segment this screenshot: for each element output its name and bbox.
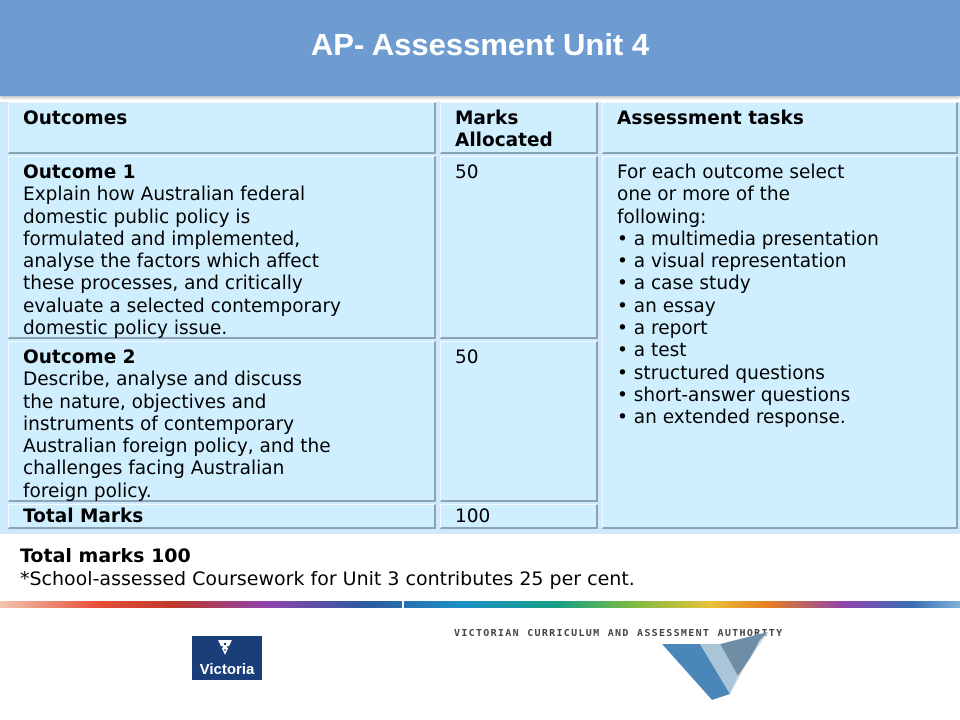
outcome2-line: foreign policy. xyxy=(23,480,152,502)
outcome1-line: Explain how Australian federal xyxy=(23,184,306,206)
divider-gap xyxy=(402,598,404,610)
outcome1-line: these processes, and critically xyxy=(23,273,303,295)
outcome1-cell xyxy=(8,156,436,339)
outcome1-marks-cell xyxy=(440,156,598,339)
rainbow-divider xyxy=(0,601,960,608)
outcome2-title: Outcome 2 xyxy=(23,347,136,368)
tasks-intro-line: following: xyxy=(617,206,707,228)
outcome2-cell xyxy=(8,341,436,502)
task-item: • a multimedia presentation xyxy=(617,228,879,250)
header-marks-line2: Allocated xyxy=(455,130,553,152)
task-item: • a visual representation xyxy=(617,251,847,273)
victoria-logo xyxy=(192,636,262,680)
tasks-cell xyxy=(602,156,958,529)
header-marks-line1: Marks xyxy=(455,108,519,129)
vcaa-name: VICTORIAN CURRICULUM AND ASSESSMENT AUTHORITY xyxy=(454,628,784,639)
tasks-intro-line: one or more of the xyxy=(617,184,790,206)
outcome1-line: domestic policy issue. xyxy=(23,318,228,340)
header-outcomes xyxy=(8,102,436,154)
header-outcomes-label: Outcomes xyxy=(23,108,128,129)
outcome2-marks: 50 xyxy=(455,347,479,368)
task-item: • a test xyxy=(617,340,687,362)
footnote-note: *School-assessed Coursework for Unit 3 contributes 25 per cent. xyxy=(20,568,635,590)
outcome1-line: evaluate a selected contemporary xyxy=(23,295,342,317)
outcome2-line: Australian foreign policy, and the xyxy=(23,436,331,458)
task-item: • structured questions xyxy=(617,362,825,384)
footnote xyxy=(20,545,635,591)
header-marks xyxy=(440,102,598,154)
slide-title: AP- Assessment Unit 4 xyxy=(310,27,650,62)
outcome1-line: analyse the factors which affect xyxy=(23,251,320,273)
victoria-wordmark: Victoria xyxy=(199,661,255,678)
footnote-total: Total marks 100 xyxy=(20,545,191,567)
header-tasks xyxy=(602,102,958,154)
tasks-intro-line: For each outcome select xyxy=(617,162,845,183)
task-item: • an extended response. xyxy=(617,407,846,429)
title-bar xyxy=(0,0,960,96)
total-value: 100 xyxy=(455,506,491,527)
outcome1-title: Outcome 1 xyxy=(23,162,136,183)
vcaa-logo xyxy=(660,632,770,702)
outcome1-line: formulated and implemented, xyxy=(23,228,301,250)
outcome2-line: challenges facing Australian xyxy=(23,458,285,480)
task-item: • a case study xyxy=(617,273,751,295)
total-label-cell xyxy=(8,504,436,529)
outcome2-marks-cell xyxy=(440,341,598,502)
task-item: • an essay xyxy=(617,295,716,317)
outcome2-line: Describe, analyse and discuss xyxy=(23,369,302,391)
outcome1-marks: 50 xyxy=(455,162,479,183)
task-item: • a report xyxy=(617,318,708,340)
total-value-cell xyxy=(440,504,598,529)
total-label: Total Marks xyxy=(23,506,144,527)
outcome1-line: domestic public policy is xyxy=(23,206,251,228)
outcome2-line: instruments of contemporary xyxy=(23,413,295,435)
outcome2-line: the nature, objectives and xyxy=(23,391,267,413)
header-tasks-label: Assessment tasks xyxy=(617,108,804,129)
task-item: • short-answer questions xyxy=(617,384,851,406)
assessment-table xyxy=(0,102,960,534)
